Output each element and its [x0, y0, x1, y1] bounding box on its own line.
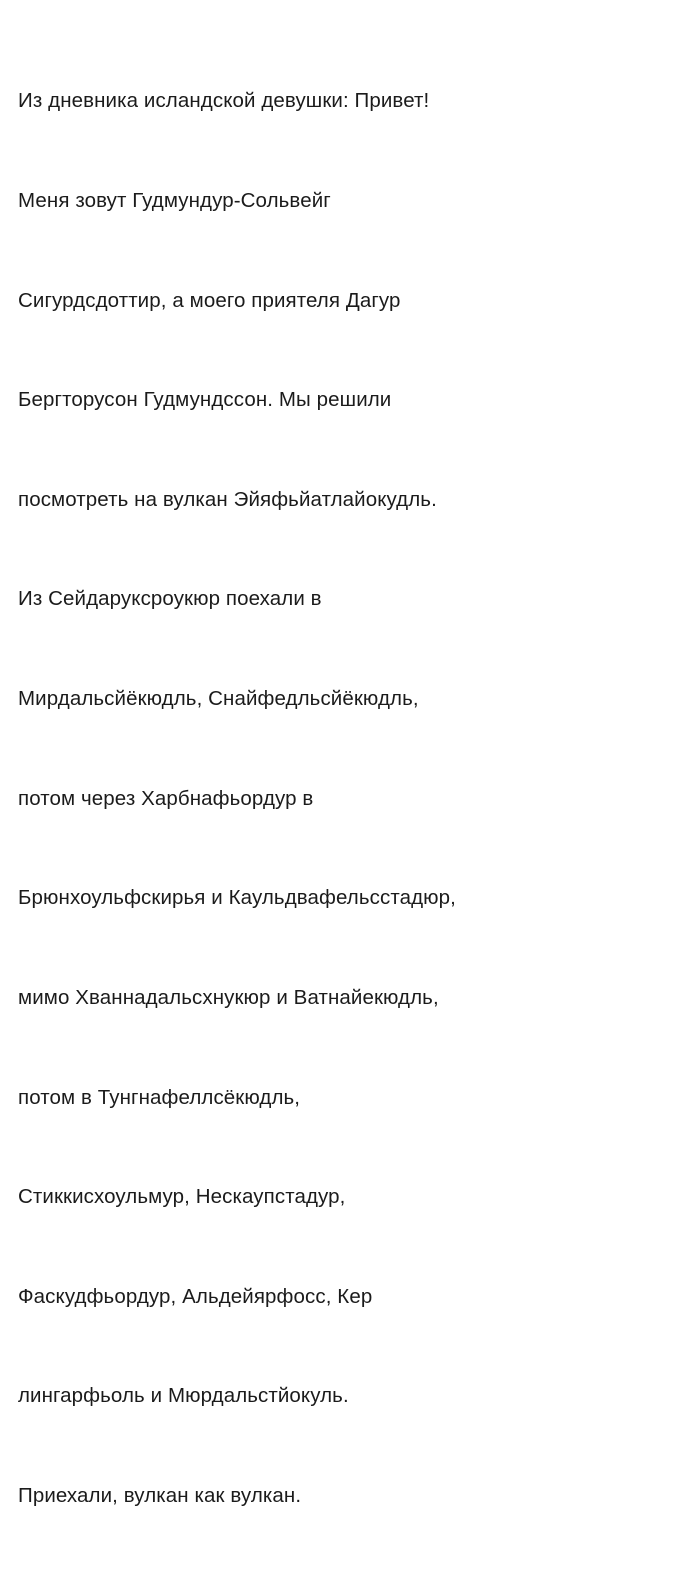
text-line: Стиккисхоульмур, Нескаупстадур,	[18, 1185, 346, 1209]
text-line: потом через Харбнафьордур в	[18, 786, 314, 810]
text-line: мимо Хваннадальсхнукюр и Ватнайекюдль,	[18, 985, 439, 1009]
text-line: лингарфьоль и Мюрдальстйокуль.	[18, 1384, 349, 1408]
text-line: Приехали, вулкан как вулкан.	[18, 1483, 302, 1507]
text-line: Мирдальсйёкюдль, Снайфедльсйёкюдль,	[18, 687, 419, 711]
text-line: посмотреть на вулкан Эйяфьйатлайокудль.	[18, 487, 437, 511]
text-line: Из Сейдаруксроукюр поехали в	[18, 587, 322, 611]
text-line: Сигурдсдоттир, а моего приятеля Дагур	[18, 288, 401, 312]
text-line: Бергторусон Гудмундссон. Мы решили	[18, 388, 392, 412]
text-line: Меня зовут Гудмундур-Сольвейг	[18, 189, 331, 213]
text-line: Фаскудфьордур, Альдейярфосс, Кер	[18, 1284, 373, 1308]
text-line: потом в Тунгнафеллсёкюдль,	[18, 1085, 301, 1109]
diary-text-block	[18, 18, 676, 1579]
text-line: Из дневника исландской девушки: Привет!	[18, 89, 430, 113]
text-line: Брюнхоульфскирья и Каульдвафельсстадюр,	[18, 886, 456, 910]
